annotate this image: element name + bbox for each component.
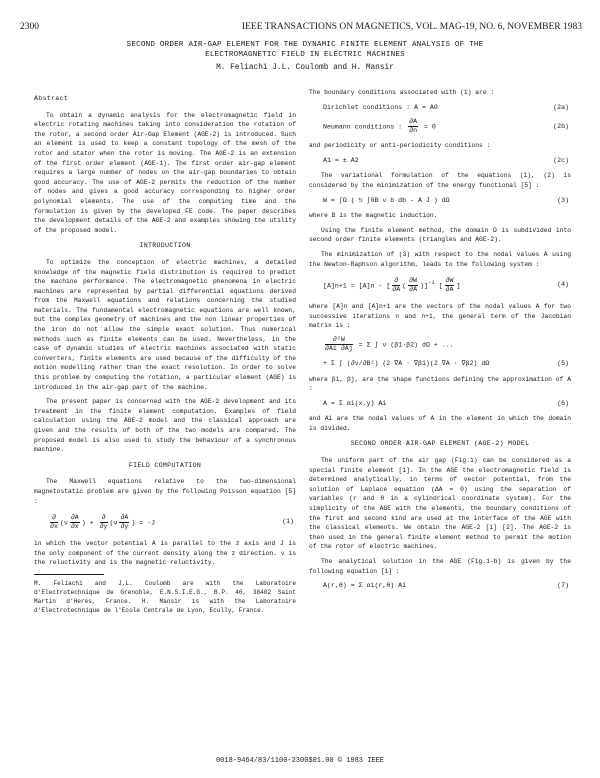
- equation-5-term-b: + Σ ∫ (∂ν/∂B²) (2 ∇A · ∇β1)(2 ∇A · ∇β2) dΩ: [323, 359, 490, 367]
- abstract-text: To obtain a dynamic analysis for the electromagnetic field in electric rotating machines taking into consideration the rotation of the rotor, a second order Air-Gap Element (AGE-2) is introduced. Such an element is used to keep a constant topology of the mesh of the rotor and stator when the rotor is moving. The AGE-2 is an extension of the first order element (AGE-1). The first order air-gap element requires a large number of nodes on the air-gap boundaries to obtain good accuracy. The use of AGE-2 permits the reduction of the number of nodes and gives a good accuracy corresponding to higher order polynomial elements. The use of the computing time and the formulation is given by the developed FE code. The paper describes the development details of the AGE-2 and examples showing the utility of the proposed model.: [34, 111, 296, 234]
- equation-7-expression: A(r,θ) = Σ αi(r,θ) Ai: [323, 582, 407, 590]
- equation-6-note: and Ai are the nodal values of A in the element in which the domain is divided.: [309, 415, 571, 432]
- boundary-conditions-intro: The boundary conditions associated with (1) are :: [309, 89, 495, 96]
- periodicity-text: and periodicity or anti-periodicity conditions :: [309, 142, 491, 150]
- equation-5-term-a: Σ ∫ ν (β1·β2) dΩ + ...: [366, 341, 454, 349]
- minimization-text: The minimization of (3) with respect to the nodal values A using the Newton-Raphson algorithm, leads to the following system :: [309, 250, 571, 268]
- equation-1-expression: $\frac{\partial}{\partial x}$ (ν $\frac{\partial A}{\partial x}$ ) + $\frac{\partial}{\partial y}$ (ν $\frac{\partial A}{\partial y}$ ) = -J: [50, 513, 156, 530]
- equation-2b-number: (2b): [553, 122, 569, 130]
- right-column: [309, 88, 571, 597]
- field-computation-heading: FIELD COMPUTATION: [128, 461, 202, 469]
- dirichlet-label: Dirichlet conditions :: [323, 103, 411, 111]
- introduction-heading: INTRODUCTION: [139, 242, 191, 250]
- equation-1-number: (1): [282, 518, 294, 526]
- left-column: [34, 88, 296, 615]
- equation-5-continued: [309, 359, 571, 369]
- equation-3-note: where B is the magnetic induction.: [309, 212, 438, 220]
- neumann-rhs: = 0: [424, 123, 436, 131]
- footnote-rule: [34, 574, 104, 575]
- equation-2a-number: (2a): [553, 103, 569, 111]
- equation-5-number: (5): [557, 359, 569, 367]
- equation-1-rhs: = -J: [139, 518, 156, 526]
- equation-4-number: (4): [557, 281, 569, 289]
- paper-title: [70, 40, 540, 60]
- equation-2c: [309, 156, 571, 166]
- introduction-text: To optimize the conception of electric machines, a detailed knowledge of the magnetic field distribution is required to predict the machine performance. The electromagnetic phenomena in electric machines are represented by partial differential equations derived from the Maxwell equations and relations concerning the studied materials. The fundamental electromagnetic equations are well known, but the complex geometry of machines and the non linear properties of the iron do not allow the simple exact solution. Thus numerical methods such as finite elements can be used. Nevertheless, in the case of dynamic studies of electric machines associated with static converters, finite elements are used because of the difficulty of the motion modelling rather than the exact resolution. In order to solve this problem by computing the rotation, a particular element (AGE) is introduced in the air-gap part of the machine.: [34, 258, 296, 391]
- page-number: 2300: [20, 22, 39, 32]
- age-model-heading: SECOND ORDER AIR-GAP ELEMENT (AGE-2) MODEL: [350, 440, 530, 448]
- introduction-paragraph-2: The present paper is concerned with the AGE-2 development and its treatment in the finite element computation. Examples of field calculation using the AGE-2 model and the classical approach are given and the results of both of the two models are compared. The proposed model is also used to study the behaviour of a synchronous machine.: [34, 398, 296, 454]
- equation-3-number: (3): [557, 196, 569, 204]
- equation-3: [309, 196, 571, 206]
- title-line-2: ELECTROMAGNETIC FIELD IN ELECTRIC MACHINES: [205, 51, 405, 59]
- equation-6: [309, 399, 571, 409]
- abstract-heading: Abstract: [34, 95, 69, 102]
- equation-4: [A]n+1 = [A]n - [ $\frac{\partial}{\partial A}$ ( $\frac{\partial W}{\partial A}$ )]$^{-1}$ [ $\frac{\partial W}{\partial A}$ ] (4): [323, 276, 569, 293]
- author-list: M. Feliachi J.L. Coulomb and H. Mansir: [216, 64, 394, 72]
- copyright-line: 0018-9464/83/1100-2300$01.00 © 1983 IEEE: [215, 757, 385, 765]
- periodicity-equation: A1 = ± A2: [323, 156, 359, 164]
- journal-header: IEEE TRANSACTIONS ON MAGNETICS, VOL. MAG-19, NO. 6, NOVEMBER 1983: [241, 22, 582, 32]
- equation-4-note: where [A]n and [A]n+1 are the vectors of the nodal values A for two successive iterations n and n+1, the general term of the Jacobian matrix is :: [309, 303, 571, 330]
- equation-6-number: (6): [557, 399, 569, 407]
- equation-4-lhs: [A]n+1 = [A]n -: [323, 281, 383, 289]
- age-model-text: The uniform part of the air gap (Fig.1) can be considered as a special finite element [1]. In the AGE the electromagnetic field is determined analytically, in terms of vector potential, from the solution of Laplace equation (ΔA = 0) using the separation of variables (r and θ in a cylindrical coordinate system). For the simplicity of the AGE with the elements, the boundary conditions of the first and second kind are used at the interface of the AGE with the classical elements. We obtain the AGE-2 [1] [2]. The AGE-2 is then used in the general finite element method to permit the motion of the rotor of electric machines.: [309, 457, 571, 551]
- equation-5: $\frac{\text{∂²W}}{\partial Ai \partial Aj}$ = Σ ∫ ν (β1·β2) dΩ + ...: [325, 335, 454, 352]
- finite-element-text: Using the finite element method, the domain Ω is subdivided into second order finite elements (triangles and AGE-2).: [309, 226, 571, 244]
- equation-7: [309, 581, 571, 591]
- field-computation-text: The Maxwell equations relative to the two-dimensional magnetostatic problem are given by the following Poisson equation [5] :: [34, 478, 296, 505]
- equation-2b: Neumann conditions : $\frac{\partial A}{\partial n}$ = 0 (2b): [323, 118, 569, 135]
- variational-text: The variational formulation of the equations (1), (2) is considered by the minimization of the energy functional [5] :: [309, 172, 571, 189]
- field-computation-text-2: in which the vector potential A is parallel to the z axis and J is the only component of the current density along the z direction. ν is the reluctivity and is the magnetic reluctivity.: [34, 540, 296, 567]
- equation-2c-number: (2c): [553, 156, 569, 164]
- shape-functions-note: where βi, βj, are the shape functions defining the approximation of A :: [309, 375, 571, 393]
- equation-3-expression: W = ∫Ω ( ½ ∫0B ν b db - A J ) dΩ: [323, 196, 450, 204]
- age-model-text-2: The analytical solution in the AGE (Fig.1-b) is given by the following equation [1] :: [309, 558, 571, 575]
- equation-7-number: (7): [557, 582, 569, 590]
- author-affiliation-footnote: M. Feliachi and J.L. Coulomb are with the Laboratoire d'Electrotechnique de Grenoble, E.N.S.I.E.G., B.P. 46, 38402 Saint Martin d'Heres, France. H. Mansir is with the Laboratoire d'Electrotechnique de l'Ecole Centrale de Lyon, Ecully, France.: [34, 579, 296, 614]
- equation-1: [34, 511, 296, 533]
- equation-2a: [309, 103, 571, 113]
- equation-6-expression: A = Σ αi(x,y) Ai: [323, 399, 387, 407]
- title-line-1: SECOND ORDER AIR-GAP ELEMENT FOR THE DYNAMIC FINITE ELEMENT ANALYSIS OF THE: [126, 41, 484, 49]
- dirichlet-equation: A = A0: [414, 103, 438, 111]
- neumann-label: Neumann conditions :: [323, 123, 403, 131]
